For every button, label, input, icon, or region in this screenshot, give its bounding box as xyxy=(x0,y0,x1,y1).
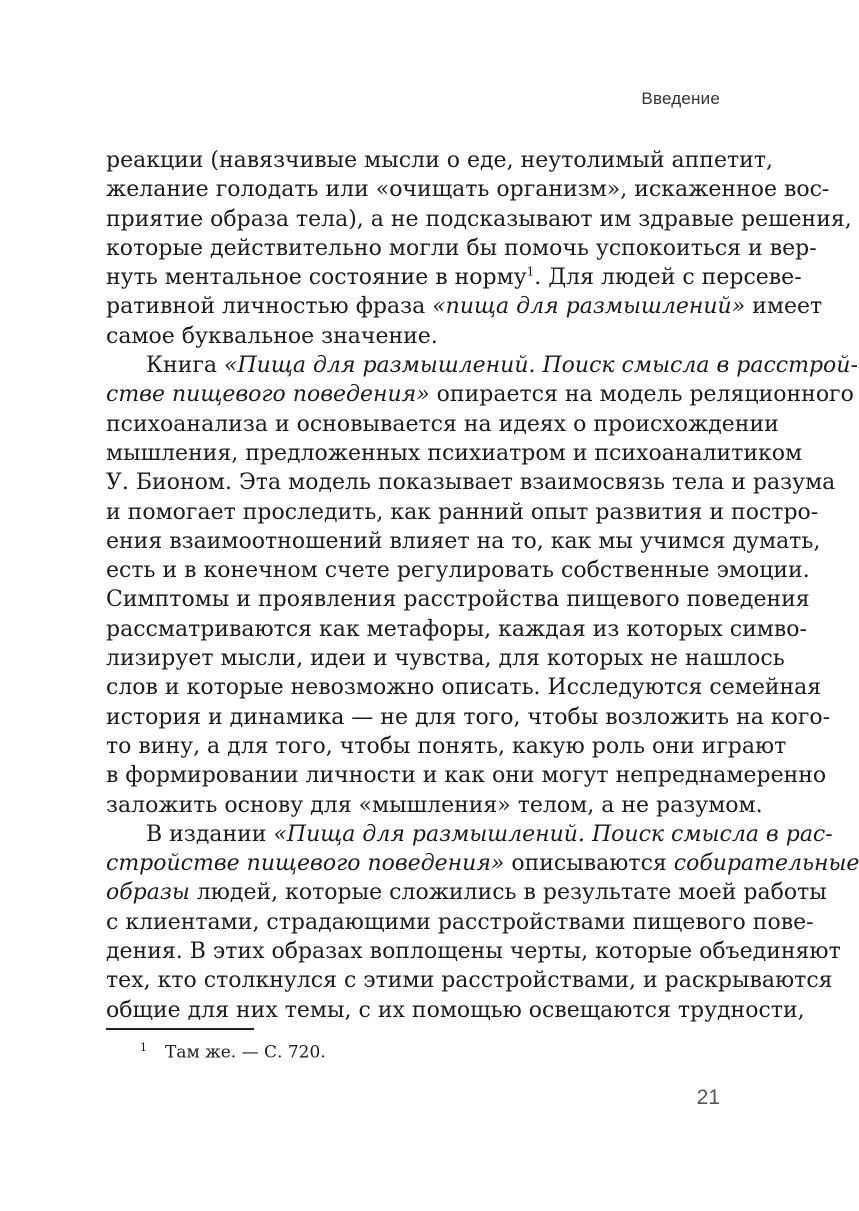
text-line xyxy=(106,351,858,380)
paragraph xyxy=(106,351,858,820)
italic-text: образы xyxy=(106,880,190,906)
line-text: В издании xyxy=(146,821,274,847)
running-header: Введение xyxy=(641,89,720,108)
line-text: которые действительно могли бы помочь успокоиться и вер- xyxy=(106,235,817,261)
line-text: в формировании личности и как они могут непреднамеренно xyxy=(106,763,827,789)
line-text: заложить основу для «мышления» телом, а не разумом. xyxy=(106,792,763,818)
paragraph xyxy=(106,146,852,351)
text-line xyxy=(106,703,831,732)
text-line xyxy=(106,380,854,409)
line-text: самое буквальное значение. xyxy=(106,323,438,349)
line-text: лизирует мысли, идеи и чувства, для которых не нашлось xyxy=(106,646,785,672)
text-line xyxy=(106,966,833,995)
italic-text: «Пища для размышлений. Поиск смысла в расстрой- xyxy=(224,353,858,379)
italic-text: собирательные xyxy=(673,851,859,877)
text-line xyxy=(106,263,802,292)
text-line xyxy=(106,937,841,966)
footnote-mark: 1 xyxy=(140,1041,147,1054)
line-text: общие для них темы, с их помощью освещаются трудности, xyxy=(106,997,805,1023)
italic-text: «Пища для размышлений. Поиск смысла в рас- xyxy=(273,821,833,847)
text-line xyxy=(106,908,814,937)
line-text: история и динамика — не для того, чтобы возложить на кого- xyxy=(106,704,831,730)
line-text: людей, которые сложились в результате моей работы xyxy=(189,880,827,906)
line-text: нуть ментальное состояние в норму xyxy=(106,265,527,291)
text-line xyxy=(106,468,836,497)
footnote-separator xyxy=(106,1028,254,1030)
text-line xyxy=(106,761,827,790)
line-text: тех, кто столкнулся с этими расстройствами, и раскрываются xyxy=(106,968,833,994)
line-text: дения. В этих образах воплощены черты, которые объединяют xyxy=(106,939,841,965)
line-text: Книга xyxy=(146,353,224,379)
italic-text: «пища для размышлений» xyxy=(432,294,746,320)
line-text: описываются xyxy=(504,851,674,877)
text-line xyxy=(106,791,763,820)
line-text: ративной личностью фраза xyxy=(106,294,433,320)
text-line xyxy=(106,146,773,175)
line-text: то вину, а для того, чтобы понять, какую роль они играют xyxy=(106,733,787,759)
footnote-text: Там же. — С. 720. xyxy=(165,1042,326,1063)
page-number: 21 xyxy=(696,1086,720,1109)
text-line xyxy=(106,878,827,907)
text-line xyxy=(106,527,821,556)
text-line xyxy=(106,175,830,204)
paragraph xyxy=(106,820,859,1025)
line-text: слов и которые невозможно описать. Исследуются семейная xyxy=(106,675,822,701)
line-text: рассматриваются как метафоры, каждая из которых симво- xyxy=(106,616,807,642)
line-text: и помогает проследить, как ранний опыт развития и постро- xyxy=(106,499,819,525)
footnote-ref: 1 xyxy=(526,264,535,279)
text-line xyxy=(106,410,779,439)
text-line xyxy=(106,498,819,527)
text-line xyxy=(106,615,807,644)
text-line xyxy=(106,205,852,234)
italic-text: стве пищевого поведения» xyxy=(106,382,430,408)
text-line xyxy=(106,673,822,702)
line-text: ения взаимоотношений влияет на то, как мы учимся думать, xyxy=(106,528,821,554)
line-text: реакции (навязчивые мысли о еде, неутолимый аппетит, xyxy=(106,148,773,173)
text-line xyxy=(106,849,859,878)
text-line xyxy=(106,234,817,263)
footnote xyxy=(140,1041,326,1063)
line-text: с клиентами, страдающими расстройствами пищевого пове- xyxy=(106,909,814,935)
line-text: мышления, предложенных психиатром и психоаналитиком xyxy=(106,440,803,466)
line-text: . Для людей с персеве- xyxy=(534,265,802,291)
text-line xyxy=(106,292,823,321)
line-text: психоанализа и основывается на идеях о происхождении xyxy=(106,411,779,437)
line-text: У. Бионом. Эта модель показывает взаимосвязь тела и разума xyxy=(106,470,836,496)
text-line xyxy=(106,820,833,849)
line-text: есть и в конечном счете регулировать собственные эмоции. xyxy=(106,558,810,584)
text-line xyxy=(106,585,810,614)
line-text: имеет xyxy=(745,294,823,320)
line-text: опирается на модель реляционного xyxy=(429,382,854,408)
line-text: Симптомы и проявления расстройства пищевого поведения xyxy=(106,587,810,613)
italic-text: стройстве пищевого поведения» xyxy=(106,851,505,877)
body-text xyxy=(106,146,859,1025)
line-text: желание голодать или «очищать организм», искаженное вос- xyxy=(106,177,830,203)
text-line xyxy=(106,439,803,468)
text-line xyxy=(106,556,810,585)
text-line xyxy=(106,322,722,351)
text-line xyxy=(106,996,805,1025)
line-text: приятие образа тела), а не подсказывают им здравые решения, xyxy=(106,206,852,232)
text-line xyxy=(106,732,787,761)
text-line xyxy=(106,644,785,673)
